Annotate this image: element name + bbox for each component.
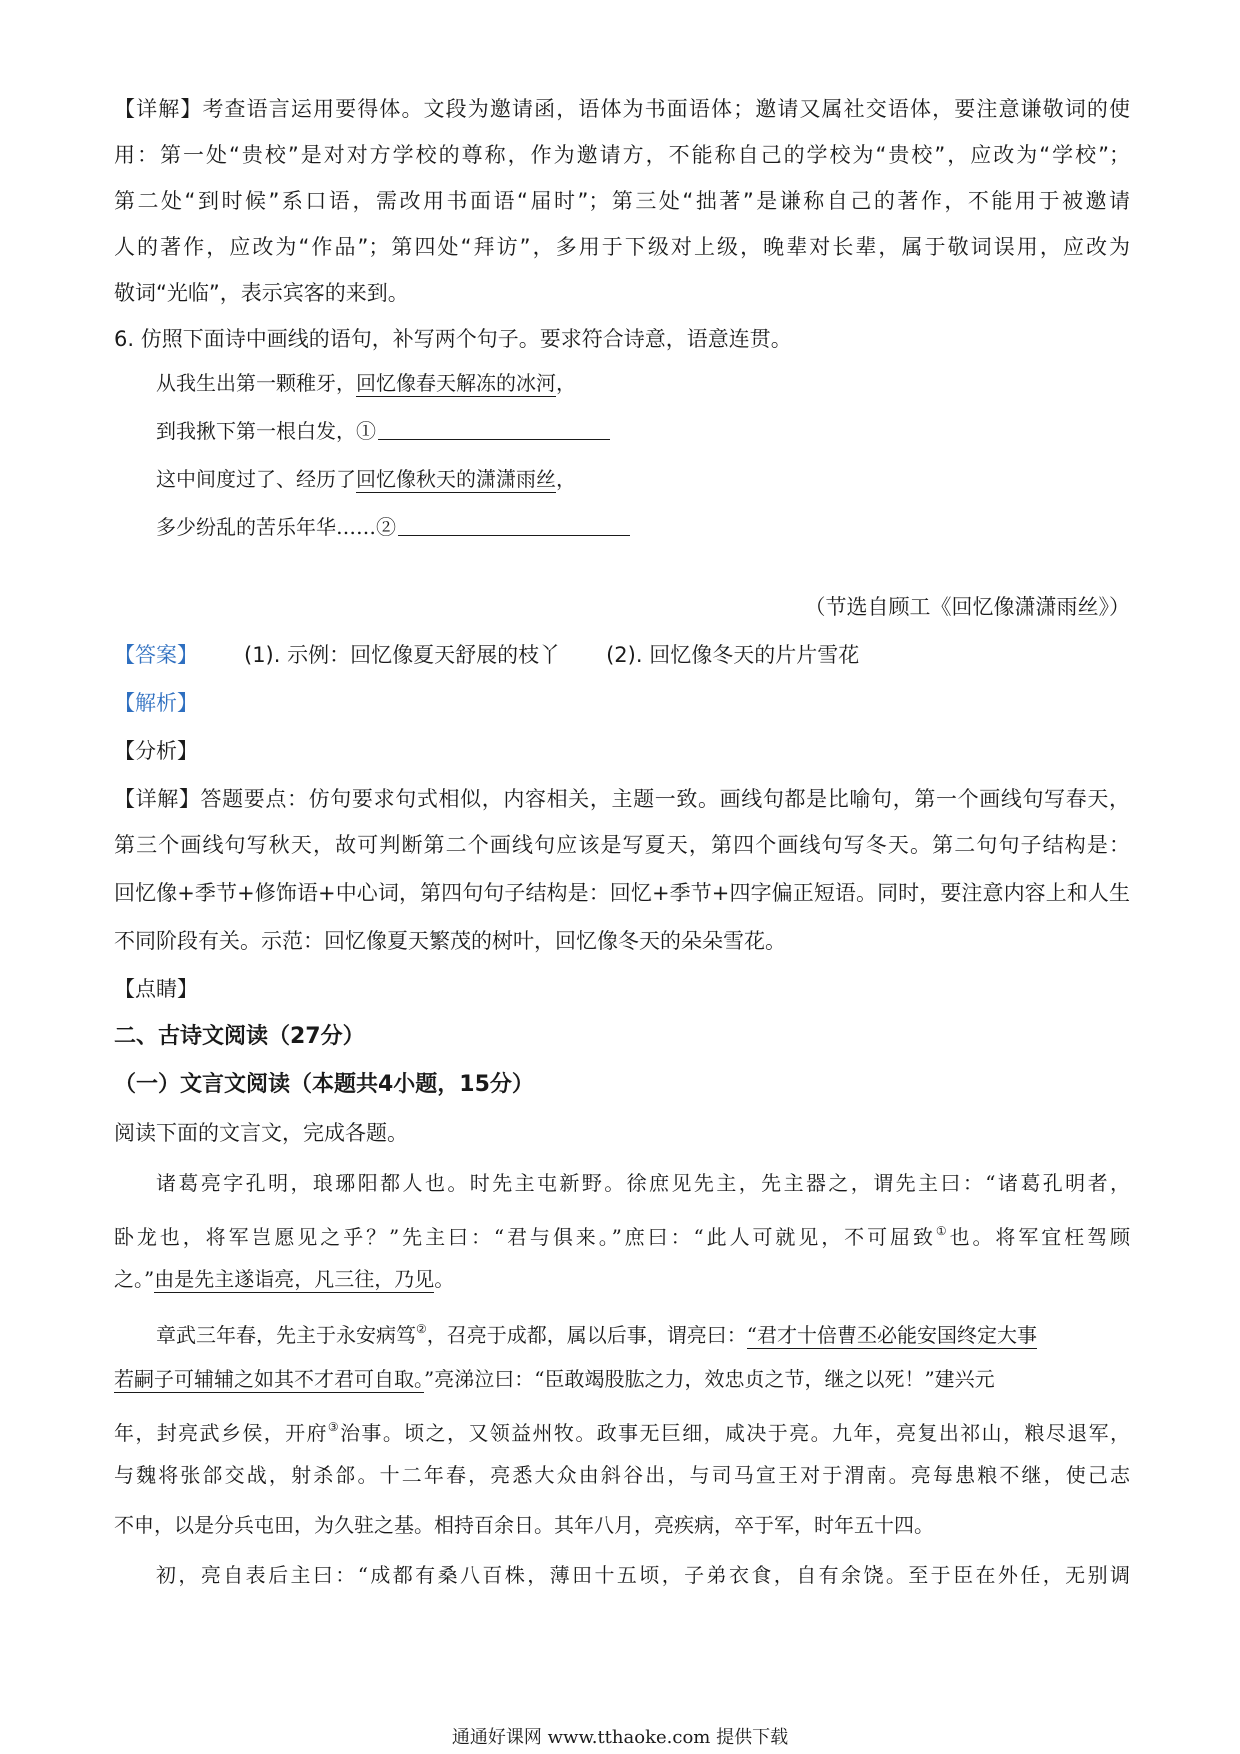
note-2-marker: ②: [416, 1322, 427, 1336]
dianjing-label: 【点睛】: [114, 977, 198, 1001]
passage-p1-line-2a: 卧龙也，将军岂愿见之乎？”先主曰：“君与俱来。”庶曰：“此人可就见，不可屈致: [114, 1225, 936, 1249]
q6-detail-line-1: 【详解】答题要点：仿句要求句式相似，内容相关，主题一致。画线句都是比喻句，第一个画线句写春天，: [114, 787, 1130, 811]
passage-underlined-sentence-2b: 若嗣子可辅辅之如其不才君可自取。: [114, 1367, 424, 1391]
section-2-heading: 二、古诗文阅读（27分）: [114, 1024, 365, 1049]
passage-p2-line-1: [156, 1314, 1130, 1350]
answer-row: [114, 640, 1130, 670]
note-1-marker: ①: [935, 1224, 950, 1238]
blank-1: [378, 417, 610, 440]
passage-p1-line-2b: 也。将军宜枉驾顾: [949, 1225, 1131, 1249]
poem-line-3-end: ，: [556, 467, 576, 491]
poem-line-3: [156, 464, 1172, 494]
q5-detail-line-1: 【详解】考查语言运用要得体。文段为邀请函，语体为书面语体；邀请又属社交语体，要注意谦敬词的使: [114, 97, 1130, 121]
passage-p2-line-1a: 章武三年春，先主于永安病笃: [156, 1323, 416, 1347]
passage-p2-line-3a: 年，封亮武乡侯，开府: [114, 1421, 328, 1445]
page-footer: 通通好课网 www.tthaoke.com 提供下载: [451, 1727, 789, 1748]
poem-line-1-text: 从我生出第一颗稚牙，: [156, 371, 356, 395]
poem-line-1: [156, 368, 1172, 398]
passage-p2-line-2b: ”亮涕泣曰：“臣敢竭股肱之力，效忠贞之节，继之以死！”建兴元: [424, 1367, 995, 1391]
passage-p2-line-5: 不申，以是分兵屯田，为久驻之基。相持百余日。其年八月，亮疾病，卒于军，时年五十四。: [114, 1513, 934, 1537]
answer-label: 【答案】: [114, 643, 198, 667]
passage-underlined-sentence-2a: “君才十倍曹丕必能安国终定大事: [746, 1323, 1037, 1347]
passage-p1-line-1: 诸葛亮字孔明，琅琊阳都人也。时先主屯新野。徐庶见先主，先主器之，谓先主曰：“诸葛孔明者，: [156, 1171, 1130, 1195]
passage-p2-line-1b: ，召亮于成都，属以后事，谓亮曰：: [426, 1323, 747, 1347]
blank-1-marker: ①: [356, 419, 376, 443]
question-6-stem: 6. 仿照下面诗中画线的语句，补写两个句子。要求符合诗意，语意连贯。: [114, 327, 792, 351]
poem-line-4: [156, 512, 1172, 542]
poem-line-4-text: 多少纷乱的苦乐年华……: [156, 515, 376, 539]
q5-detail-line-5: 敬词“光临”，表示宾客的来到。: [114, 281, 409, 305]
analysis-label: 【解析】: [114, 691, 198, 715]
fenxi-label: 【分析】: [114, 739, 198, 763]
passage-p2-line-4: 与魏将张郃交战，射杀郃。十二年春，亮悉大众由斜谷出，与司马宣王对于渭南。亮每患粮不继，使己志: [114, 1463, 1130, 1487]
blank-2: [398, 513, 630, 536]
q6-detail-line-2: 第三个画线句写秋天，故可判断第二个画线句应该是写夏天，第四个画线句写冬天。第二句句子结构是：: [114, 833, 1130, 857]
section-2-instruction: 阅读下面的文言文，完成各题。: [114, 1121, 408, 1145]
poem-source: （节选自顾工《回忆像潇潇雨丝》）: [804, 595, 1130, 619]
poem-underlined-autumn: 回忆像秋天的潇潇雨丝: [356, 467, 556, 491]
passage-p2-line-3: [114, 1412, 1130, 1448]
section-2-subheading: （一）文言文阅读（本题共4小题，15分）: [114, 1072, 534, 1097]
poem-line-2: [156, 416, 1172, 446]
answer-1: (1). 示例：回忆像夏天舒展的枝丫: [244, 643, 561, 667]
passage-p2-line-3b: 治事。顷之，又领益州牧。政事无巨细，咸决于亮。九年，亮复出祁山，粮尽退军，: [340, 1421, 1131, 1445]
passage-underlined-sentence-1: 由是先主遂诣亮，凡三往，乃见: [154, 1267, 435, 1291]
blank-2-marker: ②: [376, 515, 396, 539]
passage-p1-line-3a: 之。”: [114, 1267, 155, 1291]
poem-line-1-end: ，: [556, 371, 576, 395]
q5-detail-line-3: 第二处“到时候”系口语，需改用书面语“届时”；第三处“拙著”是谦称自己的著作，不能用于被邀请: [114, 189, 1130, 213]
note-3-marker: ③: [327, 1420, 341, 1434]
poem-underlined-spring: 回忆像春天解冻的冰河: [356, 371, 556, 395]
passage-p3-line-1: 初，亮自表后主曰：“成都有桑八百株，薄田十五顷，子弟衣食，自有余饶。至于臣在外任，无别调: [156, 1563, 1130, 1587]
q5-detail-line-2: 用：第一处“贵校”是对对方学校的尊称，作为邀请方，不能称自己的学校为“贵校”，应改为“学校”；: [114, 143, 1130, 167]
poem-line-3-text: 这中间度过了、经历了: [156, 467, 356, 491]
passage-p1-line-2: [114, 1216, 1130, 1252]
q6-detail-line-3: 回忆像+季节+修饰语+中心词，第四句句子结构是：回忆+季节+四字偏正短语。同时，要注意内容上和人生: [114, 881, 1130, 905]
poem-line-2-text: 到我揪下第一根白发，: [156, 419, 356, 443]
passage-p1-line-3: [114, 1264, 1130, 1294]
answer-2: (2). 回忆像冬天的片片雪花: [606, 643, 860, 667]
passage-p2-line-2: [114, 1364, 1130, 1394]
q6-detail-line-4: 不同阶段有关。示范：回忆像夏天繁茂的树叶，回忆像冬天的朵朵雪花。: [114, 929, 786, 953]
q5-detail-line-4: 人的著作，应改为“作品”；第四处“拜访”，多用于下级对上级，晚辈对长辈，属于敬词误用，应改为: [114, 235, 1130, 259]
passage-p1-line-3b: 。: [434, 1267, 455, 1291]
